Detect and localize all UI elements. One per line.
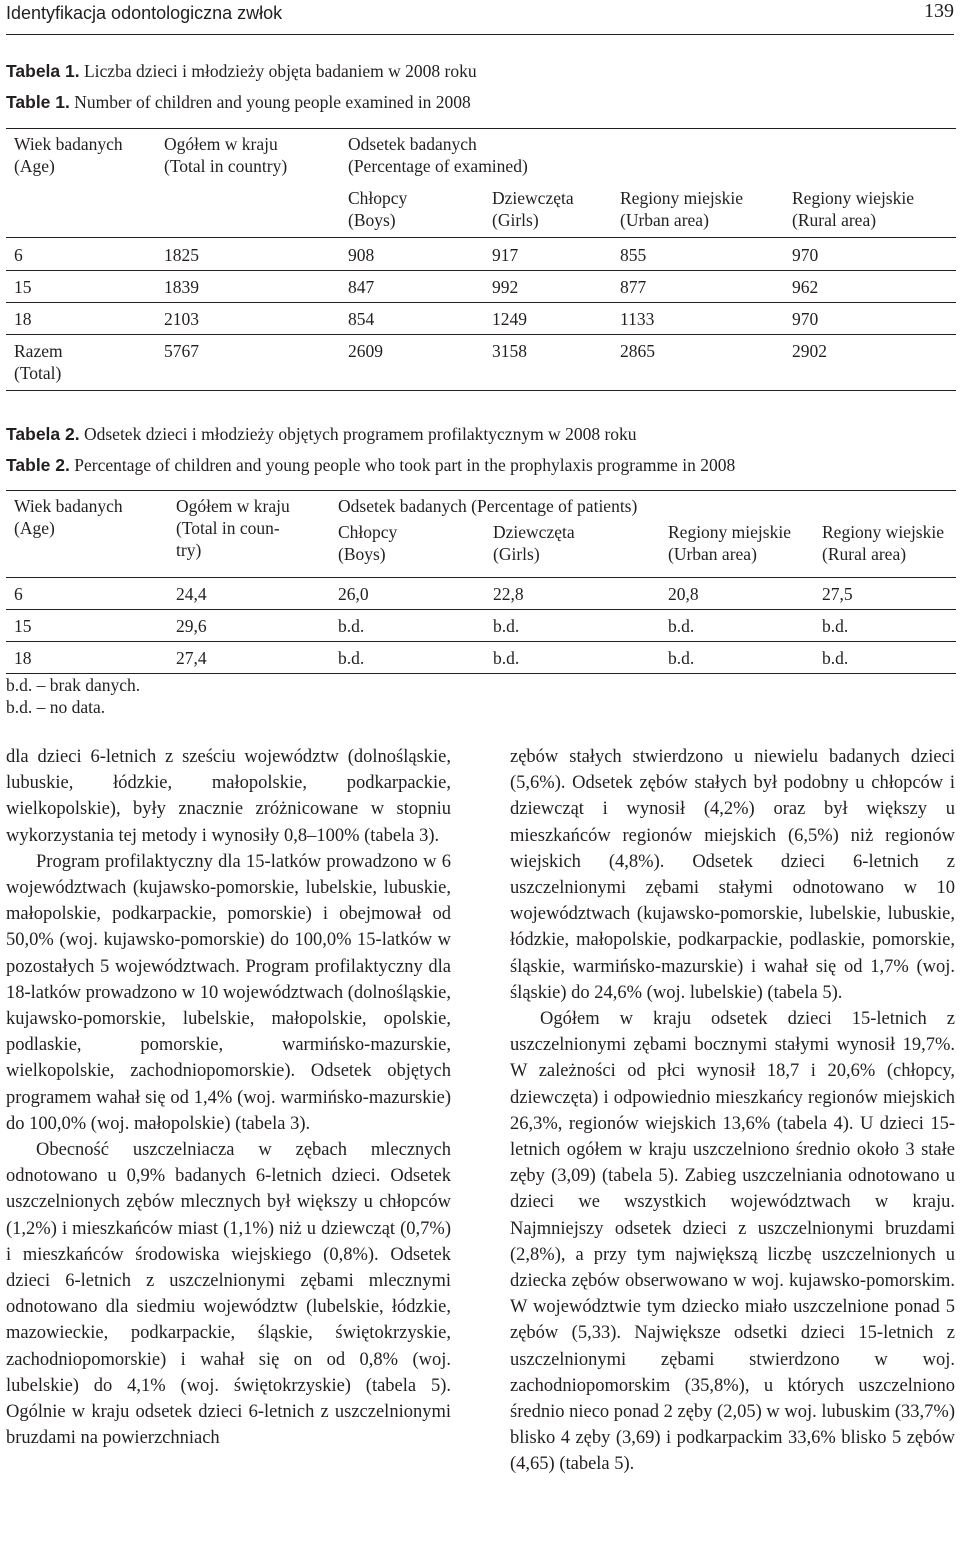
table-cell: 1133 <box>620 309 655 329</box>
table-cell: b.d. <box>822 616 849 636</box>
table-cell: b.d. <box>822 648 849 668</box>
table-cell: b.d. <box>668 616 695 636</box>
table2-notes <box>6 674 140 718</box>
table-cell: 15 <box>14 277 32 297</box>
table2 <box>6 490 956 674</box>
table-row <box>6 238 956 271</box>
table1-header-row <box>6 129 956 188</box>
table-cell: 26,0 <box>338 584 369 604</box>
table2-head-boys: Chłopcy (Boys) <box>338 522 398 564</box>
table-cell: 6 <box>14 245 23 265</box>
table2-head-percentage: Odsetek badanych (Percentage of patients) <box>338 496 638 516</box>
table-row <box>6 578 956 610</box>
table-cell: 5767 <box>164 341 199 361</box>
table-cell: 24,4 <box>176 584 207 604</box>
table-cell: 970 <box>792 309 819 329</box>
table1-head-boys: Chłopcy (Boys) <box>348 188 408 230</box>
table-cell: 1839 <box>164 277 199 297</box>
table-cell: 20,8 <box>668 584 699 604</box>
table1-head-percentage: Odsetek badanych (Percentage of examined) <box>348 134 528 176</box>
table1-head-total: Ogółem w kraju (Total in country) <box>164 134 288 176</box>
paragraph: Ogółem w kraju odsetek dzieci 15-letnich z uszczelnionymi zębami bocznymi stałymi wynosił 19,7%. W zależności od płci wynosił 18,7 i 20,6% (chłopcy, dziewczęta) i odpowiednio mieszkańcy regionów miejskich 26,3%, regionów wiejskich 13,6% (tabela 4). U dzieci 15-letnich ogółem w kraju uszczelniono średnio około 3 stałe zęby (3,09) (tabela 5). Zabieg uszczelniania odnotowano u dzieci we wszystkich województwach w kraju. Najmniejszy odsetek dzieci z uszczelnionymi bruzdami (2,8%), a przy tym największą liczbę uszczelnionych u dziecka zębów obserwowano w woj. kujawsko-pomorskim. W województwie tym dziecko miało uszczelnione ponad 5 zębów (5,33). Największe odsetki dzieci 15-letnich z uszczelnionymi zębami stwierdzono w woj. zachodniopomorskim (35,8%), u których uszczelniono średnio nieco ponad 2 zęby (2,05) w woj. lubuskim (33,7%) blisko 4 zęby (3,69) i podkarpackim 33,6% blisko 5 zębów (4,65) (tabela 5). <box>510 1009 955 1475</box>
table-cell: 3158 <box>492 341 527 361</box>
table2-head-girls: Dziewczęta (Girls) <box>493 522 575 564</box>
table1-head-urban: Regiony miejskie (Urban area) <box>620 188 743 230</box>
table2-head-rural: Regiony wiejskie (Rural area) <box>822 522 944 564</box>
table-cell: 2865 <box>620 341 655 361</box>
table-row <box>6 642 956 674</box>
paragraph: Obecność uszczelniacza w zębach mlecznych odnotowano u 0,9% badanych 6-letnich dzieci. Odsetek uszczelnionych zębów mlecznych był większy u chłopców (1,2%) i mieszkańców miast (1,1%) niż u dziewcząt (0,7%) i mieszkańców środowiska wiejskiego (0,8%). Odsetek dzieci 6-letnich z uszczelnionymi zębami mlecznymi odnotowano dla siedmiu województw (lubelskie, łódzkie, mazowieckie, podkarpackie, śląskie, świętokrzyskie, zachodniopomorskie) i wahał się on od 0,8% (woj. lubelskie) do 4,1% (woj. świętokrzyskie) (tabela 5). Ogólnie w kraju odsetek dzieci 6-letnich z uszczelnionymi bruzdami na powierzchniach <box>6 1140 451 1449</box>
table2-caption-pl: Tabela 2. Odsetek dzieci i młodzieży objętych programem profilaktycznym w 2008 roku <box>6 424 637 444</box>
table-cell: 855 <box>620 245 647 265</box>
table-cell: 22,8 <box>493 584 524 604</box>
table-cell: 1249 <box>492 309 527 329</box>
table1-head-rural: Regiony wiejskie (Rural area) <box>792 188 914 230</box>
table-total-row <box>6 335 956 391</box>
table-cell: b.d. <box>668 648 695 668</box>
table1-caption-pl: Tabela 1. Liczba dzieci i młodzieży objęta badaniem w 2008 roku <box>6 61 477 81</box>
table-cell: 970 <box>792 245 819 265</box>
table1-head-age: Wiek badanych (Age) <box>14 134 123 176</box>
table-cell: 992 <box>492 277 519 297</box>
running-title: Identyfikacja odontologiczna zwłok <box>6 3 283 23</box>
paragraph: dla dzieci 6-letnich z sześciu województw (dolnośląskie, lubuskie, łódzkie, małopolskie, podkarpackie, wielkopolskie), były znacznie zróżnicowane w stopniu wykorzystania tej metody i wynosiły 0,8–100% (tabela 3). <box>6 747 451 846</box>
table-cell: 27,5 <box>822 584 853 604</box>
table-cell: 1825 <box>164 245 199 265</box>
table2-header-row <box>6 491 956 522</box>
table-cell: 18 <box>14 309 32 329</box>
table-row <box>6 271 956 303</box>
footnote: b.d. – no data. <box>6 697 106 717</box>
table-cell: 29,6 <box>176 616 207 636</box>
table2-caption-en: Table 2. Percentage of children and young people who took part in the prophylaxis programme in 2008 <box>6 455 736 475</box>
table2-head-urban: Regiony miejskie (Urban area) <box>668 522 791 564</box>
table-cell: b.d. <box>493 616 520 636</box>
footnote: b.d. – brak danych. <box>6 675 141 695</box>
table-cell: 18 <box>14 648 32 668</box>
table-cell: 2609 <box>348 341 383 361</box>
table2-head-age: Wiek badanych (Age) <box>14 496 123 538</box>
table-cell: b.d. <box>338 648 365 668</box>
table-cell: 15 <box>14 616 32 636</box>
table-cell: 2103 <box>164 309 199 329</box>
table1-head-girls: Dziewczęta (Girls) <box>492 188 574 230</box>
table1-caption-en: Table 1. Number of children and young people examined in 2008 <box>6 92 471 112</box>
page-number: 139 <box>924 0 954 22</box>
table-cell: 847 <box>348 277 375 297</box>
table-cell: b.d. <box>493 648 520 668</box>
table2-head-total: Ogółem w kraju (Total in coun- try) <box>176 496 290 560</box>
table-cell: 2902 <box>792 341 827 361</box>
table-cell: 27,4 <box>176 648 207 668</box>
table-row <box>6 610 956 642</box>
table-cell: 908 <box>348 245 375 265</box>
table-cell: 962 <box>792 277 819 297</box>
paragraph: Program profilaktyczny dla 15-latków prowadzono w 6 województwach (kujawsko-pomorskie, lubelskie, lubuskie, małopolskie, podkarpackie, pomorskie) i obejmował od 50,0% (woj. kujawsko-pomorskie) do 100,0% 15-latków w pozostałych 5 województwach. Program profilaktyczny dla 18-latków prowadzono w 10 województwach (dolnośląskie, kujawsko-pomorskie, lubelskie, małopolskie, opolskie, podlaskie, pomorskie, warmińsko-mazurskie, wielkopolskie, zachodniopomorskie). Odsetek objętych programem wahał się od 1,4% (woj. warmińsko-mazurskie) do 100,0% (woj. małopolskie) (tabela 3). <box>6 851 451 1134</box>
table-row <box>6 303 956 335</box>
right-text-column <box>510 744 955 1478</box>
paragraph: zębów stałych stwierdzono u niewielu badanych dzieci (5,6%). Odsetek zębów stałych był podobny u chłopców i dziewcząt i wynosił (4,2%) oraz był większy u mieszkańców regionów miejskich (6,5%) niż regionów wiejskich (4,8%). Odsetek dzieci 6-letnich z uszczelnionymi zębami stałymi odnotowano w 10 województwach (kujawsko-pomorskie, lubelskie, lubuskie, łódzkie, małopolskie, podkarpackie, podlaskie, pomorskie, śląskie, warmińsko-mazurskie) i wahał się od 1,7% (woj. śląskie) do 24,6% (woj. lubelskie) (tabela 5). <box>510 747 955 1003</box>
table-cell: 6 <box>14 584 23 604</box>
table-cell: 877 <box>620 277 647 297</box>
left-text-column <box>6 744 451 1451</box>
table1 <box>6 128 956 391</box>
table-cell: b.d. <box>338 616 365 636</box>
running-header <box>6 0 954 35</box>
table-cell: 854 <box>348 309 375 329</box>
table-cell: 917 <box>492 245 519 265</box>
table-cell: Razem (Total) <box>14 341 63 383</box>
